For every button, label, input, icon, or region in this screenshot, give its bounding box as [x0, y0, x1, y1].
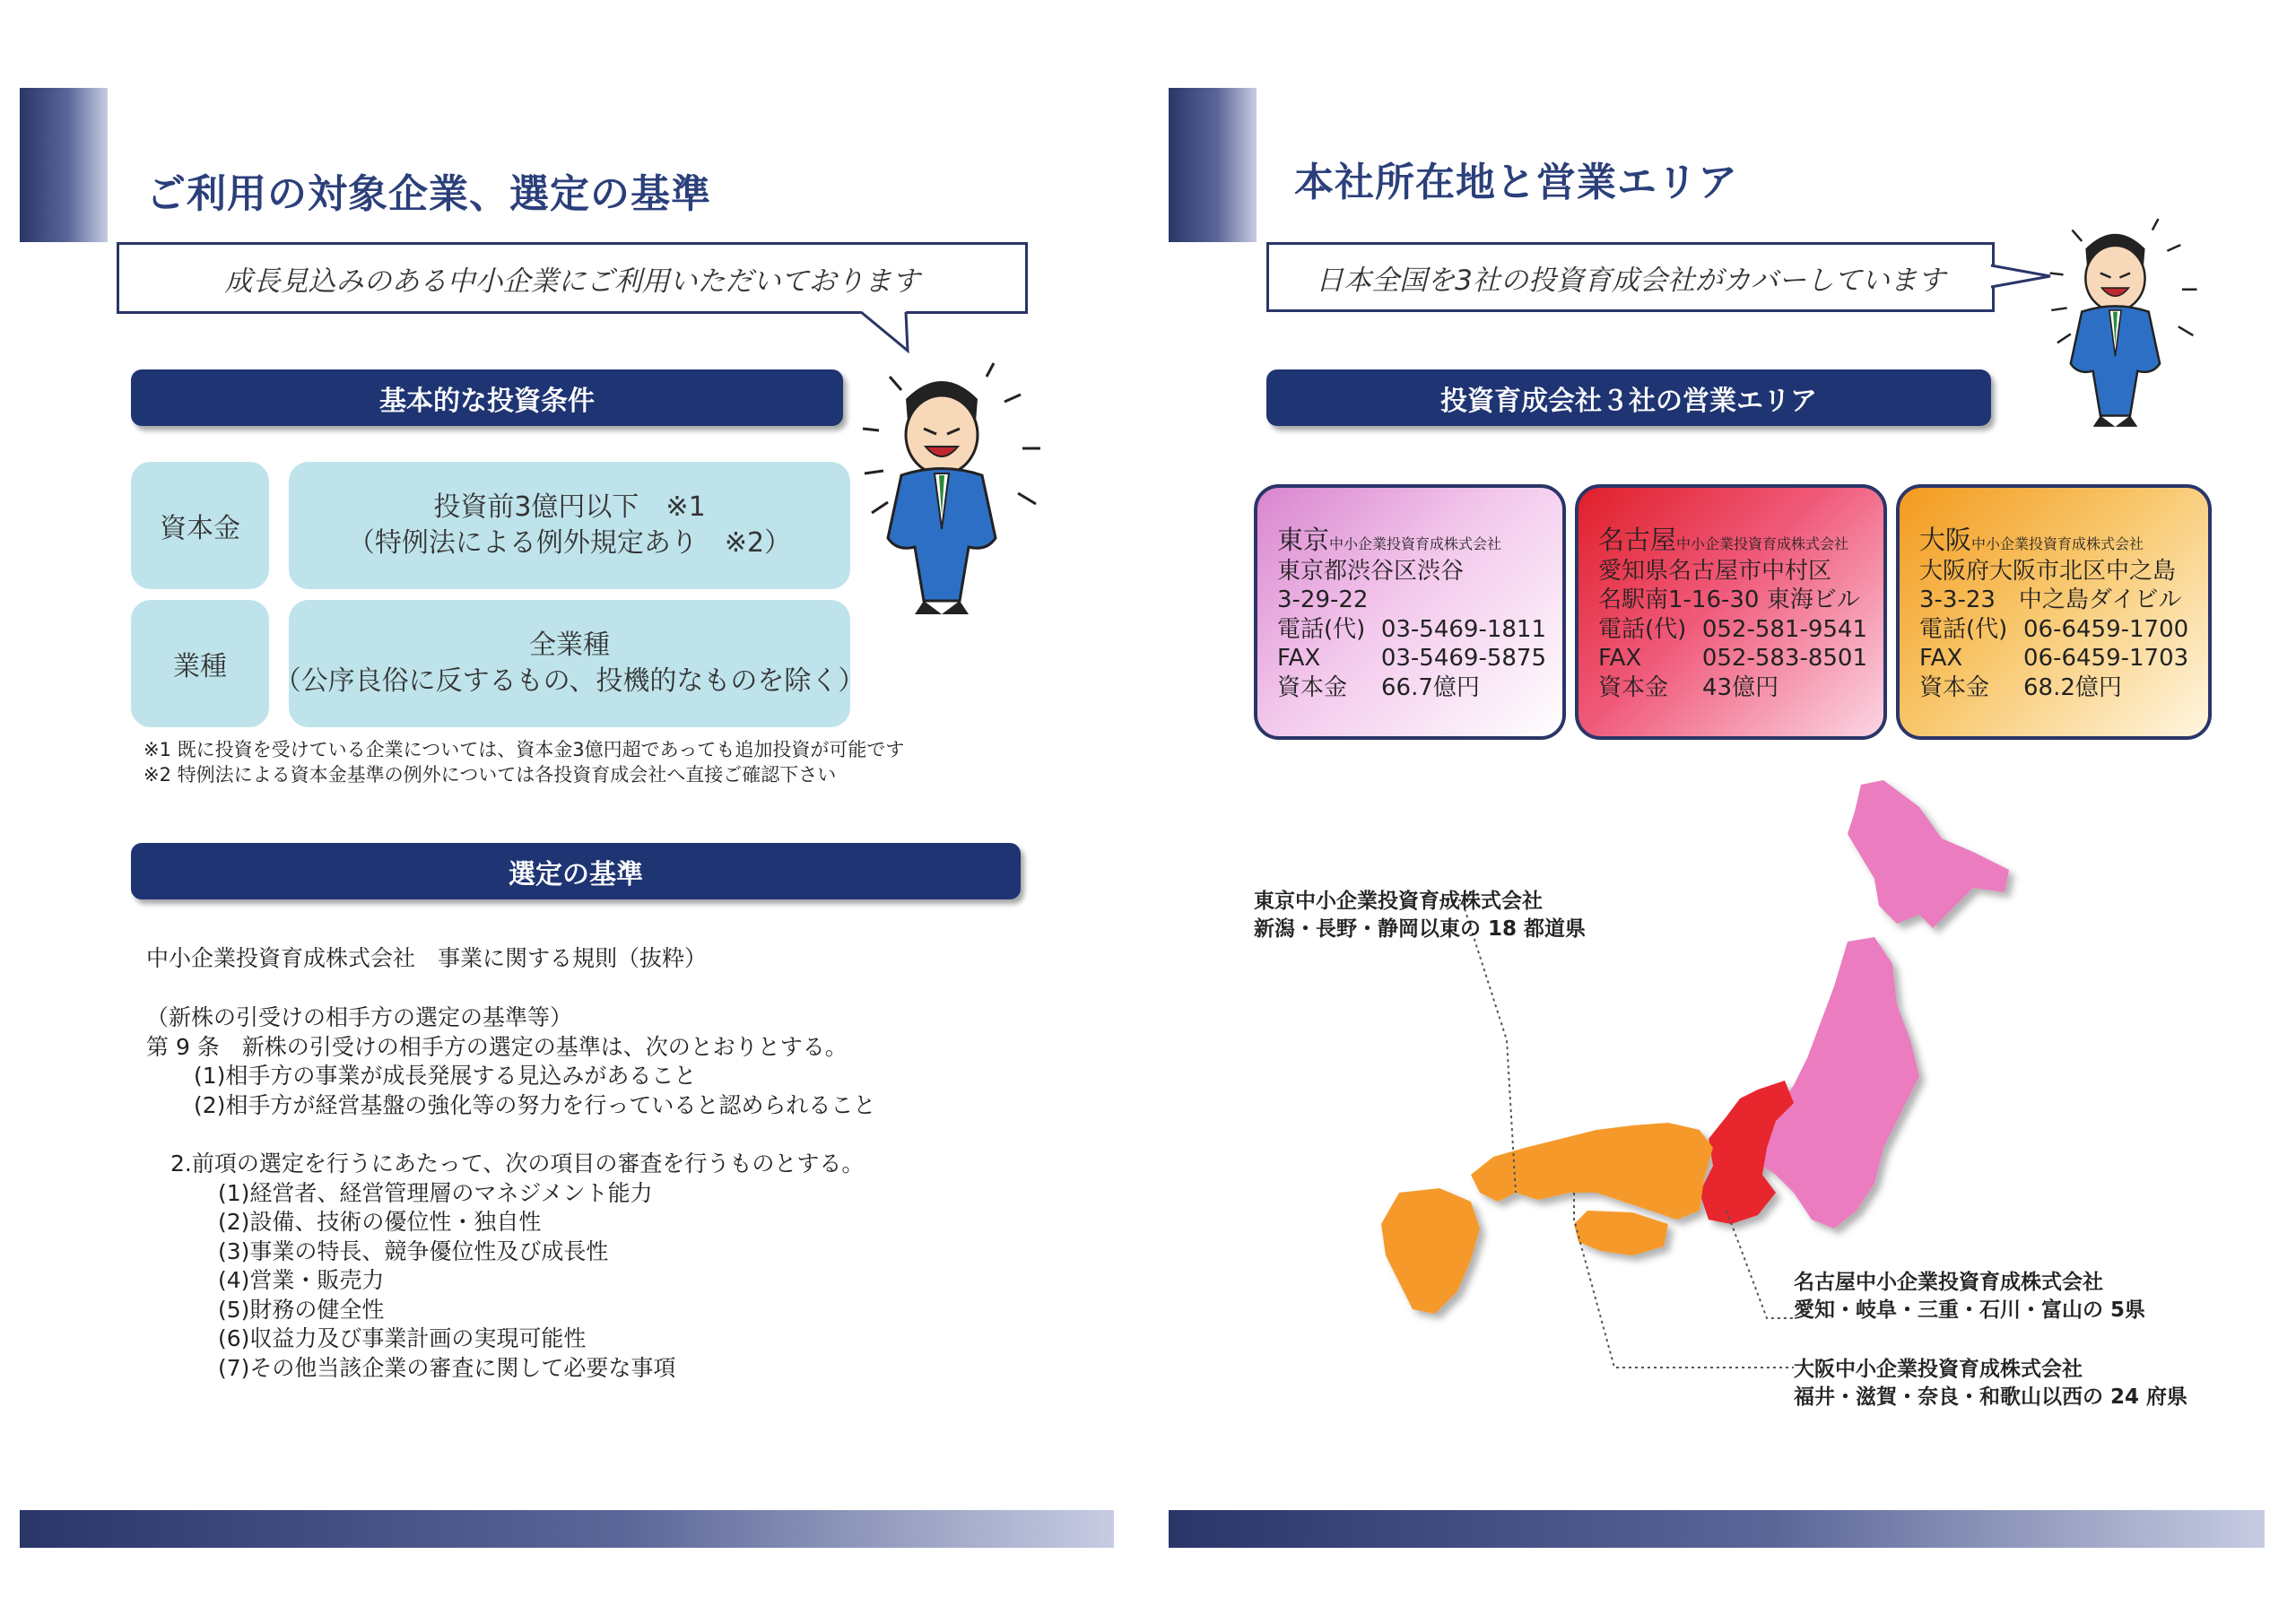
rules-line: (4)営業・販売力	[218, 1267, 385, 1293]
rules-line: (1)相手方の事業が成長発展する見込みがあること	[194, 1063, 697, 1089]
map-label-name: 東京中小企業投資育成株式会社	[1254, 890, 1543, 913]
footnote-1: ※1 既に投資を受けている企業については、資本金3億円超であっても追加投資が可能です	[144, 739, 905, 760]
fax-value: 06-6459-1703	[2023, 645, 2189, 672]
tel-value: 03-5469-1811	[1380, 615, 1546, 643]
capital-label: 資本金	[1919, 673, 1990, 701]
leader-line-nagoya	[1726, 1211, 1794, 1318]
capital-value: 66.7億円	[1381, 673, 1480, 701]
office-city: 東京	[1277, 525, 1330, 555]
bubble-text: 成長見込みのある中小企業にご利用いただいております	[224, 265, 920, 298]
rules-line: (5)財務の健全性	[218, 1297, 385, 1323]
office-address1: 大阪府大阪市北区中之島	[1919, 557, 2177, 585]
office-city: 名古屋	[1598, 525, 1677, 555]
map-label-name: 名古屋中小企業投資育成株式会社	[1794, 1271, 2103, 1294]
office-city: 大阪	[1919, 525, 1972, 555]
selection-heading-text: 選定の基準	[509, 858, 643, 890]
rules-line: (3)事業の特長、競争優位性及び成長性	[218, 1238, 609, 1264]
condition-value-line1: 全業種	[529, 629, 610, 661]
rules-line: 第 9 条 新株の引受けの相手方の選定の基準は、次のとおりとする。	[146, 1034, 848, 1060]
capital-label: 資本金	[1598, 673, 1669, 701]
businessman-illustration	[852, 359, 1067, 619]
left-title-accent	[20, 88, 108, 242]
fax-label: FAX	[1277, 645, 1321, 672]
basic-conditions-heading	[131, 369, 843, 426]
office-address1: 愛知県名古屋市中村区	[1598, 557, 1832, 585]
condition-value-line2: （公序良俗に反するもの、投機的なものを除く）	[274, 665, 865, 697]
office-card-osaka	[1896, 484, 2212, 740]
rules-line: 2.前項の選定を行うにあたって、次の項目の審査を行うものとする。	[170, 1151, 865, 1177]
fax-label: FAX	[1919, 645, 1963, 672]
rules-line: (1)経営者、経営管理層のマネジメント能力	[218, 1180, 653, 1206]
rules-line: (2)相手方が経営基盤の強化等の努力を行っていると認められること	[194, 1092, 876, 1118]
condition-value-line2: （特例法による例外規定あり ※2）	[347, 527, 792, 559]
tel-label: 電話(代)	[1919, 615, 2008, 643]
office-address2: 名駅南1-16-30 東海ビル	[1598, 586, 1860, 613]
rules-line: （新株の引受けの相手方の選定の基準等）	[146, 1004, 573, 1030]
speech-bubble-tail	[807, 309, 915, 354]
capital-label: 資本金	[1277, 673, 1348, 701]
office-address2: 3-29-22	[1277, 586, 1369, 613]
map-label-area: 愛知・岐阜・三重・石川・富山の 5県	[1794, 1298, 2146, 1323]
office-company: 中小企業投資育成株式会社	[1329, 535, 1502, 552]
page-title: 本社所在地と営業エリア	[1294, 160, 1738, 205]
basic-conditions-heading-text: 基本的な投資条件	[379, 385, 595, 417]
condition-label-text: 業種	[173, 651, 227, 682]
map-label-area: 福井・滋賀・奈良・和歌山以西の 24 府県	[1794, 1385, 2188, 1410]
bubble-text: 日本全国を3社の投資育成会社がカバーしています	[1316, 264, 1945, 297]
right-title-accent	[1169, 88, 1257, 242]
office-company: 中小企業投資育成株式会社	[1676, 535, 1849, 552]
condition-value-capital	[289, 462, 850, 589]
rules-line: (2)設備、技術の優位性・独自性	[218, 1209, 542, 1235]
leader-line-tokyo	[1433, 900, 1516, 1193]
rules-line: (7)その他当該企業の審査に関して必要な事項	[218, 1355, 676, 1381]
map-label-name: 大阪中小企業投資育成株式会社	[1794, 1358, 2083, 1381]
footnote-2: ※2 特例法による資本金基準の例外については各投資育成会社へ直接ご確認下さい	[144, 764, 837, 786]
office-card-tokyo	[1254, 484, 1566, 740]
map-label-tokyo	[1254, 888, 1586, 943]
tel-label: 電話(代)	[1277, 615, 1366, 643]
hokkaido-region	[1848, 780, 2009, 928]
map-label-osaka	[1794, 1356, 2187, 1411]
right-footer-bar	[1169, 1510, 2265, 1548]
condition-value-industry	[274, 600, 865, 727]
office-company: 中小企業投資育成株式会社	[1971, 535, 2144, 552]
fax-value: 052-583-8501	[1701, 645, 1867, 672]
speech-bubble	[117, 242, 1028, 314]
fax-value: 03-5469-5875	[1380, 645, 1546, 672]
businessman-illustration	[2040, 215, 2220, 430]
rules-line: (6)収益力及び事業計画の実現可能性	[218, 1325, 587, 1351]
shikoku-region	[1574, 1211, 1668, 1255]
speech-bubble	[1266, 242, 1995, 312]
page-title: ご利用の対象企業、選定の基準	[146, 171, 711, 217]
capital-value: 68.2億円	[2023, 673, 2122, 701]
tel-value: 06-6459-1700	[2023, 615, 2189, 643]
rules-source: 中小企業投資育成株式会社 事業に関する規則（抜粋）	[146, 945, 708, 971]
left-footer-bar	[20, 1510, 1114, 1548]
condition-value-line1: 投資前3億円以下 ※1	[433, 491, 706, 523]
condition-label-text: 資本金	[160, 513, 240, 544]
kyushu-region	[1381, 1188, 1480, 1314]
sales-area-heading	[1266, 369, 1991, 426]
condition-label-industry	[131, 600, 269, 727]
capital-value: 43億円	[1702, 673, 1779, 701]
condition-label-capital	[131, 462, 269, 589]
map-label-nagoya	[1794, 1269, 2145, 1324]
tel-value: 052-581-9541	[1701, 615, 1867, 643]
office-card-nagoya	[1575, 484, 1887, 740]
tel-label: 電話(代)	[1598, 615, 1687, 643]
fax-label: FAX	[1598, 645, 1642, 672]
map-label-area: 新潟・長野・静岡以東の 18 都道県	[1254, 917, 1587, 942]
sales-area-heading-text: 投資育成会社３社の営業エリア	[1440, 385, 1817, 417]
selection-heading	[131, 843, 1021, 899]
office-address2: 3-3-23 中之島ダイビル	[1919, 586, 2182, 613]
osaka-area-region	[1471, 1123, 1713, 1220]
office-address1: 東京都渋谷区渋谷	[1277, 557, 1465, 585]
